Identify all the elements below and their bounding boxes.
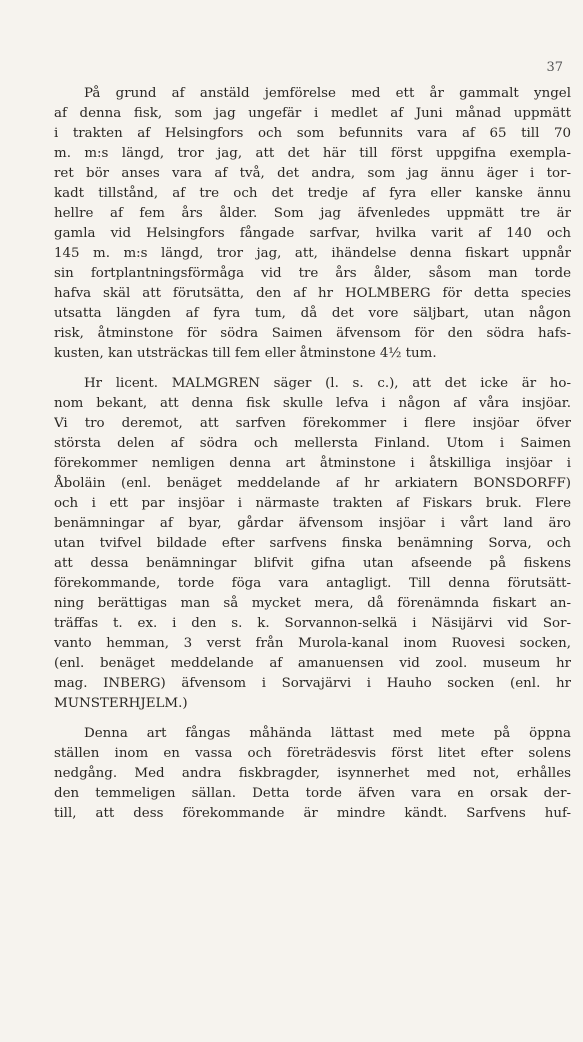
text-line: hafva skäl att förutsätta, den af hr HOLMBERG för detta species <box>54 286 571 301</box>
text-line: risk, åtminstone för södra Saimen äfvensom för den södra hafs- <box>54 326 571 341</box>
text-line: sin fortplantningsförmåga vid tre års ålder, såsom man torde <box>54 266 571 281</box>
text-line: af denna fisk, som jag ungefär i medlet af Juni månad uppmätt <box>54 106 571 121</box>
body-text <box>54 84 571 824</box>
paragraph-1 <box>54 84 571 364</box>
text-line: ning berättigas man så mycket mera, då förenämnda fiskart an- <box>54 596 571 611</box>
text-line: m. m:s längd, tror jag, att det här till först uppgifna exempla- <box>54 146 571 161</box>
text-line: benämningar af byar, gårdar äfvensom insjöar i vårt land äro <box>54 516 571 531</box>
text-line: (enl. benäget meddelande af amanuensen vid zool. museum hr <box>54 656 571 671</box>
text-line: MUNSTERHJELM.) <box>54 696 188 711</box>
text-line: förekommer nemligen denna art åtminstone i åtskilliga insjöar i <box>54 456 571 471</box>
text-line: Vi tro deremot, att sarfven förekommer i flere insjöar öfver <box>54 416 571 431</box>
text-line: kadt tillstånd, af tre och det tredje af fyra eller kanske ännu <box>54 186 571 201</box>
text-line: nom bekant, att denna fisk skulle lefva i någon af våra insjöar. <box>54 396 571 411</box>
text-line: största delen af södra och mellersta Finland. Utom i Saimen <box>54 436 571 451</box>
text-line: och i ett par insjöar i närmaste trakten af Fiskars bruk. Flere <box>54 496 571 511</box>
text-line: nedgång. Med andra fiskbragder, isynnerhet med not, erhålles <box>54 766 571 781</box>
text-line: gamla vid Helsingfors fångade sarfvar, hvilka varit af 140 och <box>54 226 571 241</box>
text-line: vanto hemman, 3 verst från Murola-kanal inom Ruovesi socken, <box>54 636 571 651</box>
text-line: Åboläin (enl. benäget meddelande af hr arkiatern BONSDORFF) <box>54 476 571 491</box>
text-line: Hr licent. MALMGREN säger (l. s. c.), att det icke är ho- <box>84 376 571 391</box>
paragraph-3 <box>54 724 571 824</box>
text-line: kusten, kan utsträckas till fem eller åtminstone 4½ tum. <box>54 346 437 361</box>
text-line: utan tvifvel bildade efter sarfvens finska benämning Sorva, och <box>54 536 571 551</box>
text-line: den temmeligen sällan. Detta torde äfven vara en orsak der- <box>54 786 571 801</box>
text-line: till, att dess förekommande är mindre kändt. Sarfvens huf- <box>54 806 571 821</box>
text-line: Denna art fångas måhända lättast med mete på öppna <box>84 726 571 741</box>
text-line: hellre af fem års ålder. Som jag äfvenledes uppmätt tre är <box>54 206 571 221</box>
text-line: På grund af anstäld jemförelse med ett år gammalt yngel <box>84 86 571 101</box>
paragraph-2 <box>54 374 571 714</box>
text-line: i trakten af Helsingfors och som befunnits vara af 65 till 70 <box>54 126 571 141</box>
text-line: 145 m. m:s längd, tror jag, att, ihändelse denna fiskart uppnår <box>54 246 571 261</box>
text-line: utsatta längden af fyra tum, då det vore säljbart, utan någon <box>54 306 571 321</box>
text-line: förekommande, torde föga vara antagligt. Till denna förutsätt- <box>54 576 571 591</box>
text-line: att dessa benämningar blifvit gifna utan afseende på fiskens <box>54 556 571 571</box>
text-line: ret bör anses vara af två, det andra, som jag ännu äger i tor- <box>54 166 571 181</box>
text-line: mag. INBERG) äfvensom i Sorvajärvi i Hauho socken (enl. hr <box>54 676 571 691</box>
text-line: träffas t. ex. i den s. k. Sorvannon-selkä i Näsijärvi vid Sor- <box>54 616 571 631</box>
page-number: 37 <box>546 60 563 75</box>
text-line: ställen inom en vassa och företrädesvis först litet efter solens <box>54 746 571 761</box>
